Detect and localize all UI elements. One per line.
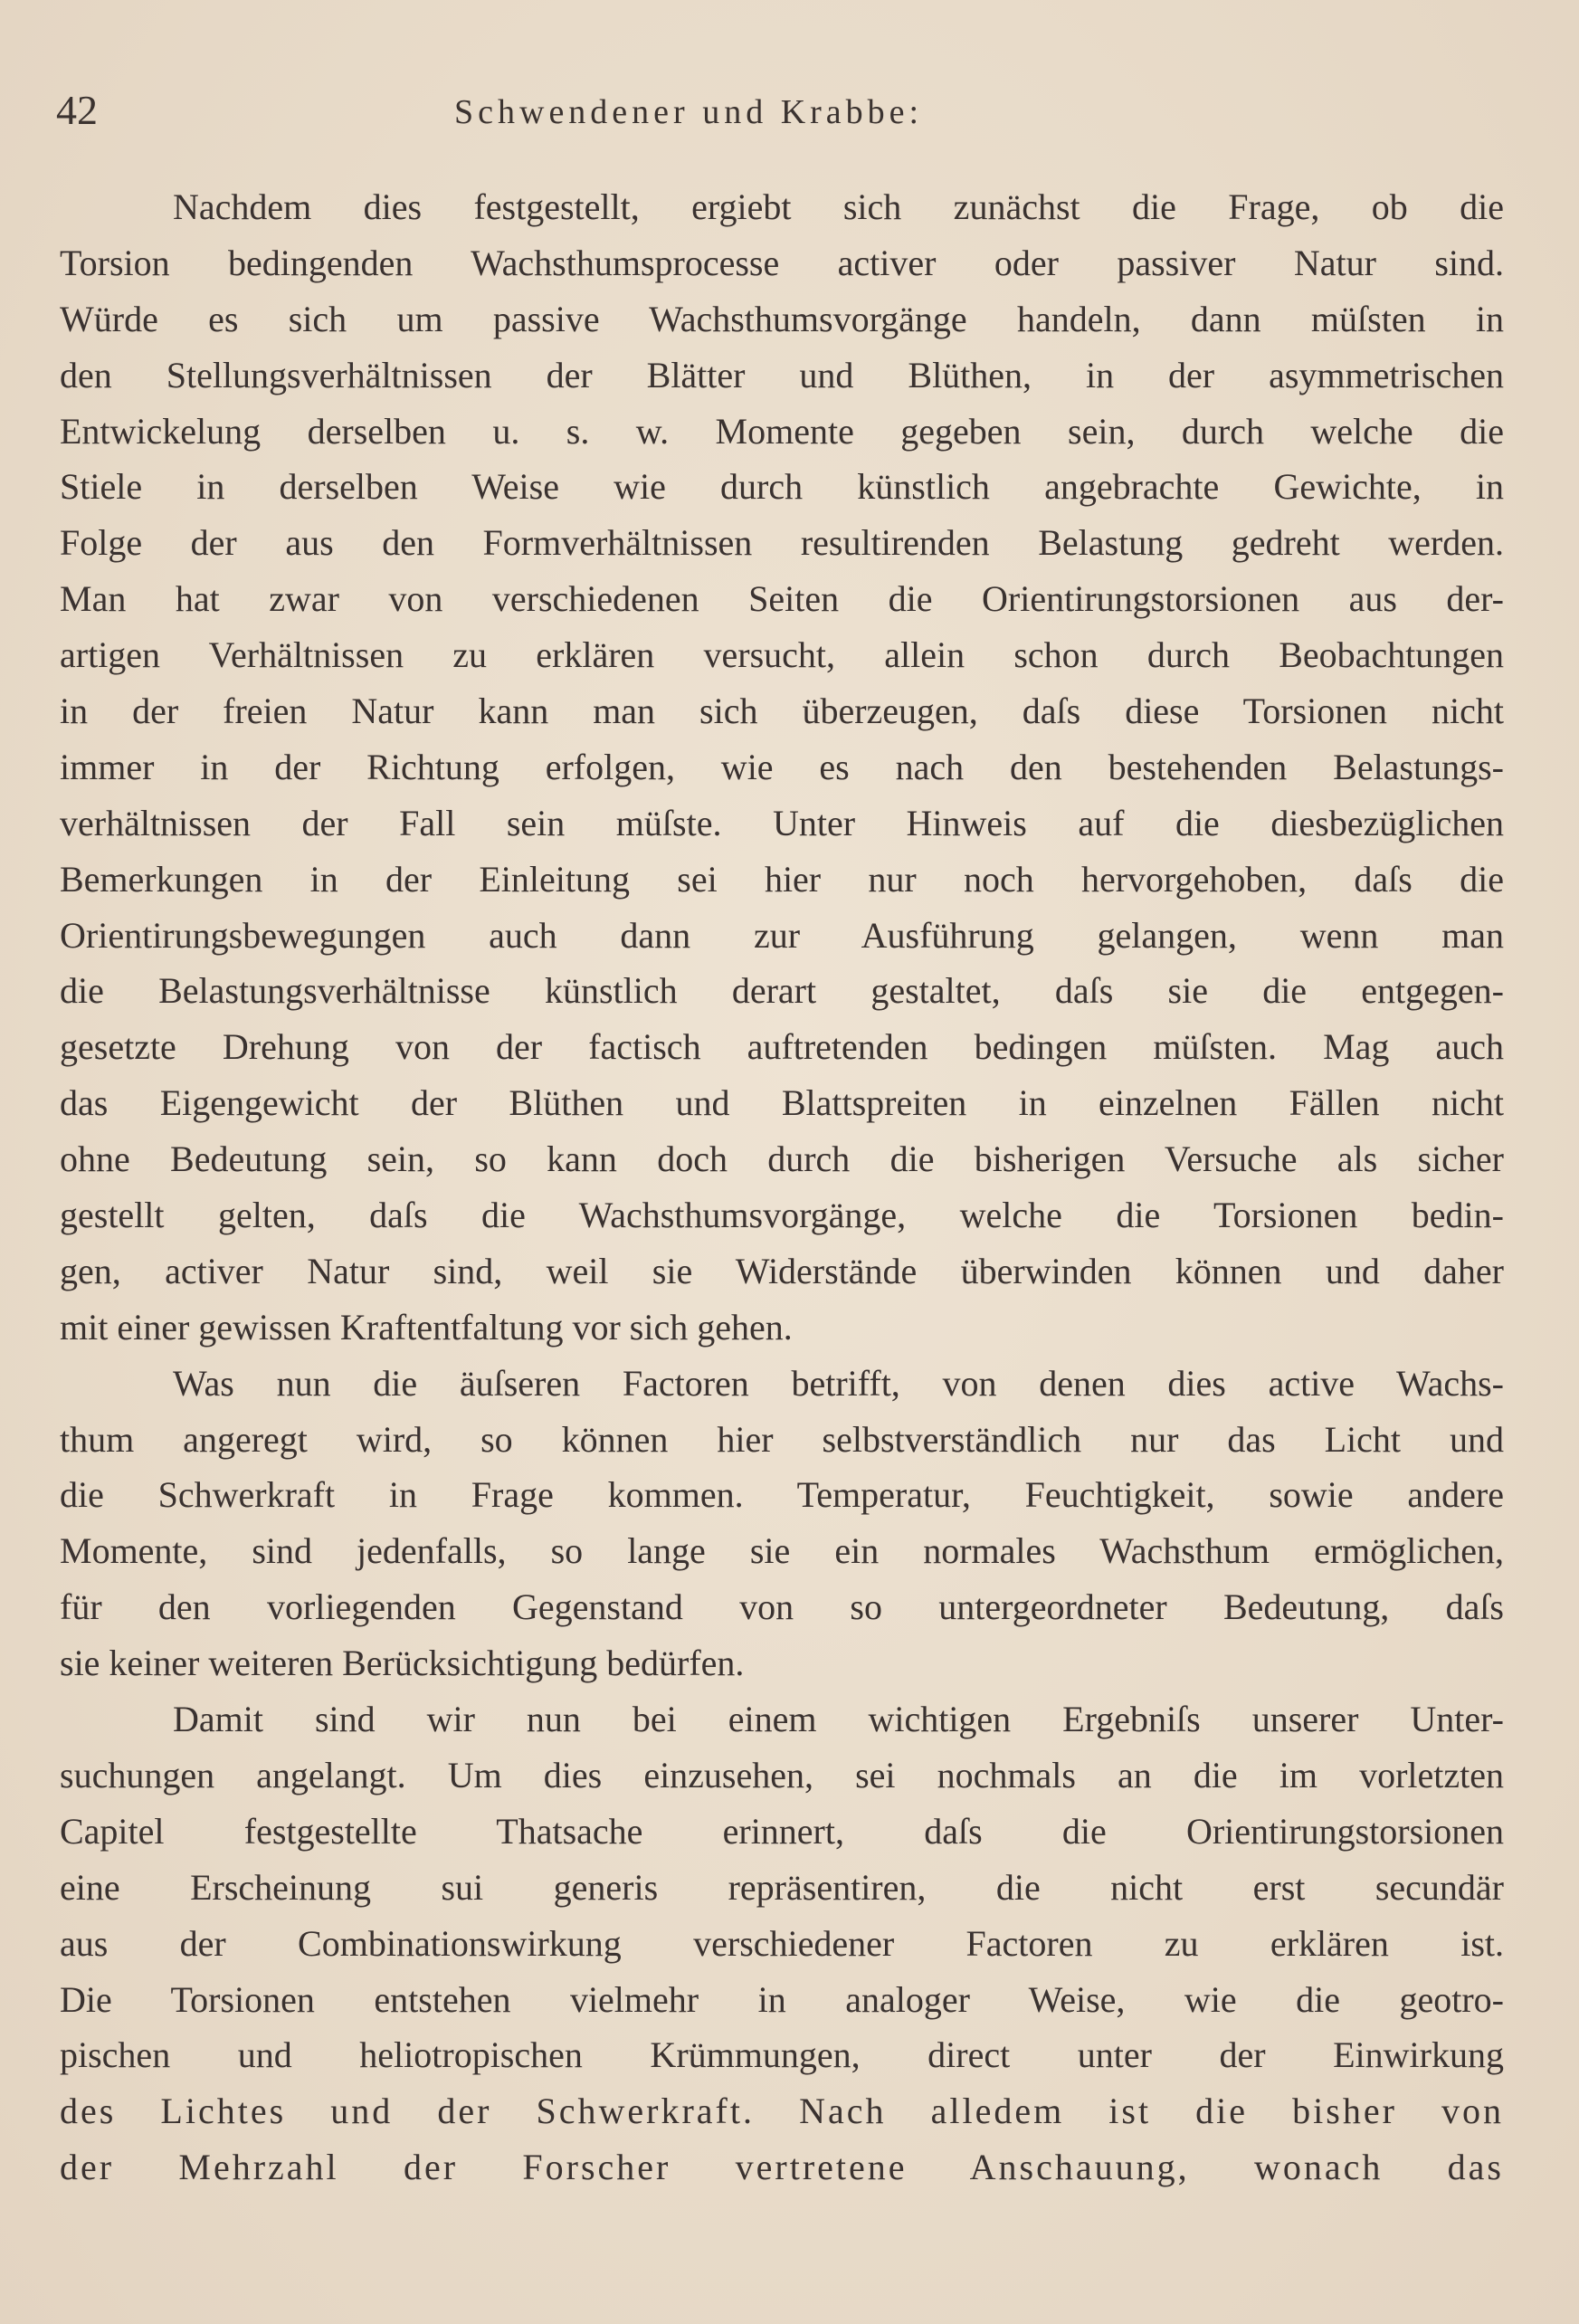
text-line: Orientirungsbewegungen auch dann zur Ausführung gelangen, wenn man bbox=[60, 914, 1504, 956]
text-line: mit einer gewissen Kraftentfaltung vor sich gehen. bbox=[60, 1306, 793, 1348]
text-line: immer in der Richtung erfolgen, wie es nach den bestehenden Belastungs- bbox=[60, 746, 1504, 787]
text-line: die Schwerkraft in Frage kommen. Temperatur, Feuchtigkeit, sowie andere bbox=[60, 1474, 1504, 1516]
body-text bbox=[60, 179, 1504, 2195]
text-line: die Belastungsverhältnisse künstlich derart gestaltet, daſs sie die entgegen- bbox=[60, 970, 1504, 1012]
text-line: des Lichtes und der Schwerkraft. Nach alledem ist die bisher von bbox=[60, 2091, 1504, 2132]
text-line: Die Torsionen entstehen vielmehr in analoger Weise, wie die geotro- bbox=[60, 1978, 1504, 2020]
text-line: Stiele in derselben Weise wie durch künstlich angebrachte Gewichte, in bbox=[60, 466, 1504, 508]
text-line: der Mehrzahl der Forscher vertretene Anschauung, wonach das bbox=[60, 2147, 1504, 2188]
text-line: eine Erscheinung sui generis repräsentiren, die nicht erst secundär bbox=[60, 1866, 1504, 1908]
text-line: in der freien Natur kann man sich überzeugen, daſs diese Torsionen nicht bbox=[60, 691, 1504, 732]
text-line: den Stellungsverhältnissen der Blätter und Blüthen, in der asymmetrischen bbox=[60, 354, 1504, 395]
text-line: Momente, sind jedenfalls, so lange sie ein normales Wachsthum ermöglichen, bbox=[60, 1530, 1504, 1572]
text-line: Folge der aus den Formverhältnissen resultirenden Belastung gedreht werden. bbox=[60, 522, 1504, 564]
text-line: Nachdem dies festgestellt, ergiebt sich zunächst die Frage, ob die bbox=[173, 186, 1504, 227]
text-line: suchungen angelangt. Um dies einzusehen, sei nochmals an die im vorletzten bbox=[60, 1754, 1504, 1795]
text-line: verhältnissen der Fall sein müſste. Unter Hinweis auf die diesbezüglichen bbox=[60, 802, 1504, 843]
text-line: thum angeregt wird, so können hier selbstverständlich nur das Licht und bbox=[60, 1418, 1504, 1460]
text-line: Man hat zwar von verschiedenen Seiten die Orientirungstorsionen aus der- bbox=[60, 578, 1504, 620]
text-line: Damit sind wir nun bei einem wichtigen Ergebniſs unserer Unter- bbox=[173, 1699, 1504, 1740]
text-line: gen, activer Natur sind, weil sie Widerstände überwinden können und daher bbox=[60, 1250, 1504, 1291]
text-line: Was nun die äuſseren Factoren betrifft, von denen dies active Wachs- bbox=[173, 1362, 1504, 1404]
page-header bbox=[56, 83, 1522, 147]
text-line: Würde es sich um passive Wachsthumsvorgänge handeln, dann müſsten in bbox=[60, 298, 1504, 339]
text-line: gesetzte Drehung von der factisch auftretenden bedingen müſsten. Mag auch bbox=[60, 1026, 1504, 1068]
text-line: aus der Combinationswirkung verschiedener Factoren zu erklären ist. bbox=[60, 1922, 1504, 1964]
text-line: artigen Verhältnissen zu erklären versucht, allein schon durch Beobachtungen bbox=[60, 634, 1504, 676]
text-line: für den vorliegenden Gegenstand von so untergeordneter Bedeutung, daſs bbox=[60, 1586, 1504, 1628]
text-line: das Eigengewicht der Blüthen und Blattspreiten in einzelnen Fällen nicht bbox=[60, 1082, 1504, 1124]
text-line: ohne Bedeutung sein, so kann doch durch die bisherigen Versuche als sicher bbox=[60, 1138, 1504, 1180]
text-line: gestellt gelten, daſs die Wachsthumsvorgänge, welche die Torsionen bedin- bbox=[60, 1195, 1504, 1236]
text-line: Capitel festgestellte Thatsache erinnert, daſs die Orientirungstorsionen bbox=[60, 1810, 1504, 1852]
text-line: Torsion bedingenden Wachsthumsprocesse activer oder passiver Natur sind. bbox=[60, 242, 1504, 283]
text-line: Bemerkungen in der Einleitung sei hier nur noch hervorgehoben, daſs die bbox=[60, 858, 1504, 900]
text-line: pischen und heliotropischen Krümmungen, direct unter der Einwirkung bbox=[60, 2034, 1504, 2076]
running-head: Schwendener und Krabbe: bbox=[454, 93, 924, 131]
text-line: sie keiner weiteren Berücksichtigung bedürfen. bbox=[60, 1643, 745, 1684]
text-line: Entwickelung derselben u. s. w. Momente gegeben sein, durch welche die bbox=[60, 410, 1504, 452]
page-number: 42 bbox=[56, 87, 98, 133]
